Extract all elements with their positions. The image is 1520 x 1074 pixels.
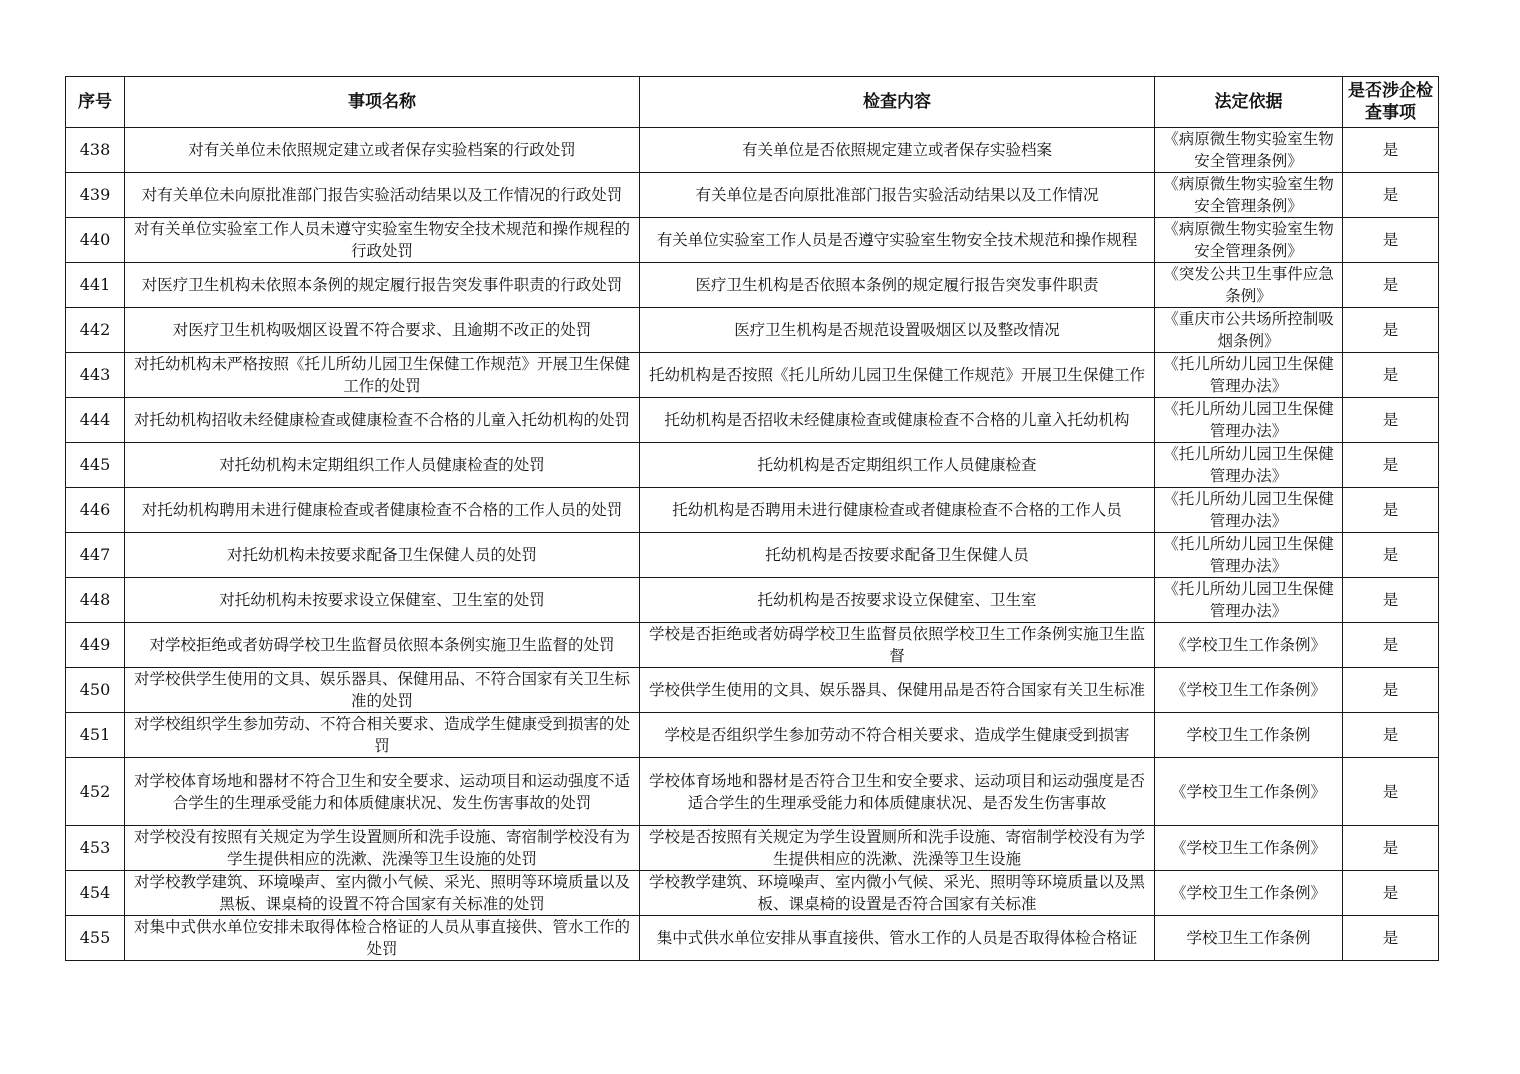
cell-serial-number: 455 (66, 916, 125, 961)
table-row (66, 623, 1439, 668)
table-row (66, 758, 1439, 826)
cell-inspection-content: 学校教学建筑、环境噪声、室内微小气候、采光、照明等环境质量以及黑板、课桌椅的设置是否符合国家有关标准 (640, 871, 1155, 916)
cell-legal-basis: 学校卫生工作条例 (1155, 713, 1343, 758)
table-body (66, 128, 1439, 961)
cell-inspection-content: 学校供学生使用的文具、娱乐器具、保健用品是否符合国家有关卫生标准 (640, 668, 1155, 713)
cell-serial-number: 451 (66, 713, 125, 758)
table-row (66, 443, 1439, 488)
cell-serial-number: 454 (66, 871, 125, 916)
cell-legal-basis: 《突发公共卫生事件应急条例》 (1155, 263, 1343, 308)
cell-legal-basis: 《托儿所幼儿园卫生保健管理办法》 (1155, 533, 1343, 578)
cell-serial-number: 450 (66, 668, 125, 713)
cell-inspection-content: 学校体育场地和器材是否符合卫生和安全要求、运动项目和运动强度是否适合学生的生理承受能力和体质健康状况、是否发生伤害事故 (640, 758, 1155, 826)
cell-inspection-content: 托幼机构是否按要求设立保健室、卫生室 (640, 578, 1155, 623)
cell-inspection-content: 有关单位实验室工作人员是否遵守实验室生物安全技术规范和操作规程 (640, 218, 1155, 263)
cell-item-name: 对有关单位未依照规定建立或者保存实验档案的行政处罚 (125, 128, 640, 173)
cell-serial-number: 449 (66, 623, 125, 668)
cell-serial-number: 444 (66, 398, 125, 443)
cell-legal-basis: 《托儿所幼儿园卫生保健管理办法》 (1155, 578, 1343, 623)
cell-inspection-content: 学校是否拒绝或者妨碍学校卫生监督员依照学校卫生工作条例实施卫生监督 (640, 623, 1155, 668)
table-row (66, 533, 1439, 578)
table-row (66, 128, 1439, 173)
table-row (66, 871, 1439, 916)
cell-inspection-content: 医疗卫生机构是否依照本条例的规定履行报告突发事件职责 (640, 263, 1155, 308)
table-row (66, 488, 1439, 533)
cell-inspection-content: 托幼机构是否定期组织工作人员健康检查 (640, 443, 1155, 488)
inspection-items-table (65, 76, 1439, 961)
cell-legal-basis: 《病原微生物实验室生物安全管理条例》 (1155, 128, 1343, 173)
cell-legal-basis: 《重庆市公共场所控制吸烟条例》 (1155, 308, 1343, 353)
cell-item-name: 对学校组织学生参加劳动、不符合相关要求、造成学生健康受到损害的处罚 (125, 713, 640, 758)
cell-item-name: 对学校教学建筑、环境噪声、室内微小气候、采光、照明等环境质量以及黑板、课桌椅的设置不符合国家有关标准的处罚 (125, 871, 640, 916)
cell-serial-number: 445 (66, 443, 125, 488)
header-inspection-content: 检查内容 (640, 77, 1155, 128)
cell-item-name: 对医疗卫生机构未依照本条例的规定履行报告突发事件职责的行政处罚 (125, 263, 640, 308)
cell-inspection-content: 学校是否按照有关规定为学生设置厕所和洗手设施、寄宿制学校没有为学生提供相应的洗漱、洗澡等卫生设施 (640, 826, 1155, 871)
cell-enterprise-related: 是 (1343, 533, 1439, 578)
cell-item-name: 对有关单位未向原批准部门报告实验活动结果以及工作情况的行政处罚 (125, 173, 640, 218)
cell-enterprise-related: 是 (1343, 173, 1439, 218)
cell-enterprise-related: 是 (1343, 308, 1439, 353)
cell-inspection-content: 托幼机构是否按要求配备卫生保健人员 (640, 533, 1155, 578)
cell-item-name: 对托幼机构未按要求设立保健室、卫生室的处罚 (125, 578, 640, 623)
cell-enterprise-related: 是 (1343, 916, 1439, 961)
cell-enterprise-related: 是 (1343, 826, 1439, 871)
cell-item-name: 对托幼机构未按要求配备卫生保健人员的处罚 (125, 533, 640, 578)
table-row (66, 353, 1439, 398)
cell-enterprise-related: 是 (1343, 578, 1439, 623)
cell-inspection-content: 有关单位是否向原批准部门报告实验活动结果以及工作情况 (640, 173, 1155, 218)
cell-serial-number: 439 (66, 173, 125, 218)
table-row (66, 398, 1439, 443)
cell-legal-basis: 《托儿所幼儿园卫生保健管理办法》 (1155, 443, 1343, 488)
table-row (66, 308, 1439, 353)
cell-serial-number: 452 (66, 758, 125, 826)
cell-serial-number: 438 (66, 128, 125, 173)
cell-serial-number: 443 (66, 353, 125, 398)
cell-legal-basis: 《托儿所幼儿园卫生保健管理办法》 (1155, 398, 1343, 443)
cell-item-name: 对托幼机构未严格按照《托儿所幼儿园卫生保健工作规范》开展卫生保健工作的处罚 (125, 353, 640, 398)
table-row (66, 713, 1439, 758)
header-serial-number: 序号 (66, 77, 125, 128)
cell-inspection-content: 有关单位是否依照规定建立或者保存实验档案 (640, 128, 1155, 173)
table-row (66, 668, 1439, 713)
cell-item-name: 对托幼机构招收未经健康检查或健康检查不合格的儿童入托幼机构的处罚 (125, 398, 640, 443)
cell-inspection-content: 医疗卫生机构是否规范设置吸烟区以及整改情况 (640, 308, 1155, 353)
cell-legal-basis: 《学校卫生工作条例》 (1155, 623, 1343, 668)
cell-legal-basis: 《病原微生物实验室生物安全管理条例》 (1155, 218, 1343, 263)
cell-inspection-content: 托幼机构是否按照《托儿所幼儿园卫生保健工作规范》开展卫生保健工作 (640, 353, 1155, 398)
cell-item-name: 对有关单位实验室工作人员未遵守实验室生物安全技术规范和操作规程的行政处罚 (125, 218, 640, 263)
cell-serial-number: 448 (66, 578, 125, 623)
table-row (66, 578, 1439, 623)
cell-inspection-content: 学校是否组织学生参加劳动不符合相关要求、造成学生健康受到损害 (640, 713, 1155, 758)
cell-item-name: 对医疗卫生机构吸烟区设置不符合要求、且逾期不改正的处罚 (125, 308, 640, 353)
cell-enterprise-related: 是 (1343, 668, 1439, 713)
cell-item-name: 对学校供学生使用的文具、娱乐器具、保健用品、不符合国家有关卫生标准的处罚 (125, 668, 640, 713)
cell-item-name: 对学校没有按照有关规定为学生设置厕所和洗手设施、寄宿制学校没有为学生提供相应的洗漱、洗澡等卫生设施的处罚 (125, 826, 640, 871)
cell-legal-basis: 《学校卫生工作条例》 (1155, 668, 1343, 713)
cell-legal-basis: 《托儿所幼儿园卫生保健管理办法》 (1155, 353, 1343, 398)
cell-serial-number: 453 (66, 826, 125, 871)
cell-serial-number: 441 (66, 263, 125, 308)
cell-legal-basis: 《病原微生物实验室生物安全管理条例》 (1155, 173, 1343, 218)
cell-serial-number: 440 (66, 218, 125, 263)
table-row (66, 916, 1439, 961)
cell-inspection-content: 集中式供水单位安排从事直接供、管水工作的人员是否取得体检合格证 (640, 916, 1155, 961)
cell-enterprise-related: 是 (1343, 398, 1439, 443)
table-row (66, 826, 1439, 871)
cell-enterprise-related: 是 (1343, 353, 1439, 398)
cell-item-name: 对学校体育场地和器材不符合卫生和安全要求、运动项目和运动强度不适合学生的生理承受能力和体质健康状况、发生伤害事故的处罚 (125, 758, 640, 826)
cell-serial-number: 442 (66, 308, 125, 353)
cell-legal-basis: 学校卫生工作条例 (1155, 916, 1343, 961)
cell-inspection-content: 托幼机构是否招收未经健康检查或健康检查不合格的儿童入托幼机构 (640, 398, 1155, 443)
cell-enterprise-related: 是 (1343, 218, 1439, 263)
cell-legal-basis: 《托儿所幼儿园卫生保健管理办法》 (1155, 488, 1343, 533)
header-legal-basis: 法定依据 (1155, 77, 1343, 128)
cell-legal-basis: 《学校卫生工作条例》 (1155, 758, 1343, 826)
cell-item-name: 对托幼机构未定期组织工作人员健康检查的处罚 (125, 443, 640, 488)
cell-item-name: 对托幼机构聘用未进行健康检查或者健康检查不合格的工作人员的处罚 (125, 488, 640, 533)
table-header-row (66, 77, 1439, 128)
cell-item-name: 对学校拒绝或者妨碍学校卫生监督员依照本条例实施卫生监督的处罚 (125, 623, 640, 668)
cell-enterprise-related: 是 (1343, 128, 1439, 173)
header-item-name: 事项名称 (125, 77, 640, 128)
cell-item-name: 对集中式供水单位安排未取得体检合格证的人员从事直接供、管水工作的处罚 (125, 916, 640, 961)
cell-legal-basis: 《学校卫生工作条例》 (1155, 826, 1343, 871)
table-row (66, 218, 1439, 263)
table-row (66, 263, 1439, 308)
header-enterprise-related: 是否涉企检查事项 (1343, 77, 1439, 128)
cell-inspection-content: 托幼机构是否聘用未进行健康检查或者健康检查不合格的工作人员 (640, 488, 1155, 533)
cell-enterprise-related: 是 (1343, 623, 1439, 668)
cell-enterprise-related: 是 (1343, 263, 1439, 308)
cell-enterprise-related: 是 (1343, 713, 1439, 758)
cell-enterprise-related: 是 (1343, 488, 1439, 533)
cell-serial-number: 446 (66, 488, 125, 533)
cell-enterprise-related: 是 (1343, 871, 1439, 916)
cell-legal-basis: 《学校卫生工作条例》 (1155, 871, 1343, 916)
cell-enterprise-related: 是 (1343, 758, 1439, 826)
cell-serial-number: 447 (66, 533, 125, 578)
table-row (66, 173, 1439, 218)
cell-enterprise-related: 是 (1343, 443, 1439, 488)
